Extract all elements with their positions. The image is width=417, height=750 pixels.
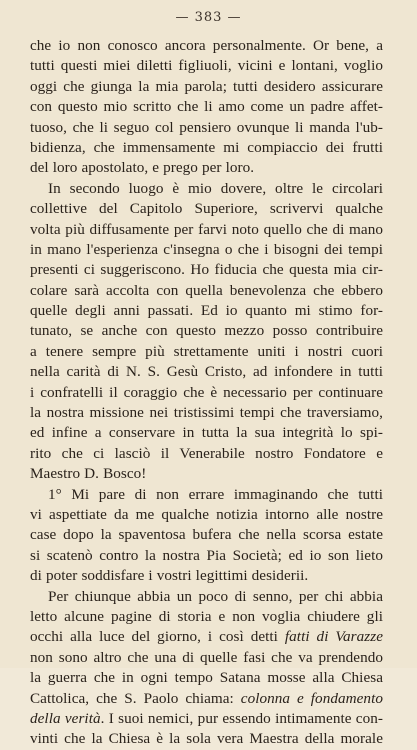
text-line: di poter soddisfare i vostri legittimi desiderii. bbox=[30, 567, 309, 585]
body-text bbox=[30, 36, 383, 750]
text-line: del loro apostolato, e prego per loro. bbox=[30, 159, 255, 177]
text-segment: occhi alla luce del giorno, i così detti bbox=[30, 628, 285, 646]
text-line: volta più diffusamente per farvi noto quello che di mano bbox=[30, 220, 383, 238]
text-line: presenti ci suggeriscono. Ho fiducia che questa mia cir- bbox=[30, 261, 383, 279]
text-line: a tenere sempre più strettamente uniti i nostri cuori bbox=[30, 342, 383, 360]
text-line: tunato, se anche con questo mezzo posso contribuire bbox=[30, 322, 383, 340]
text-line: vi aspettiate da me qualche notizia intorno alle nostre bbox=[30, 505, 383, 523]
text-line: tutti questi miei diletti figliuoli, vicini e lontani, voglio bbox=[30, 57, 383, 75]
text-line: In secondo luogo è mio dovere, oltre le circolari bbox=[48, 179, 383, 197]
italic-phrase: fatti di Varazze bbox=[284, 628, 383, 646]
text-line: si scatenò contro la nostra Pia Società; ed io son lieto bbox=[30, 546, 383, 564]
page-number: — 383 — bbox=[175, 10, 242, 25]
text-line: la nostra missione nei tristissimi tempi che traversiamo, bbox=[30, 404, 383, 422]
text-line: case dopo la spaventosa bufera che nella scorsa estate bbox=[30, 526, 383, 544]
text-line: in mano l'esperienza c'insegna o che i bisogni dei tempi bbox=[30, 240, 383, 258]
text-line bbox=[30, 627, 383, 647]
text-line: la guerra che in ogni tempo Satana mosse alla Chiesa bbox=[30, 669, 383, 687]
italic-phrase: della verità bbox=[30, 709, 101, 727]
text-line bbox=[30, 689, 383, 709]
text-line: non sono altro che una di quelle fasi che va prendendo bbox=[30, 648, 383, 666]
text-line: con questo mio scritto che li amo come un padre affet- bbox=[30, 98, 383, 116]
text-line: i confratelli il coraggio che è necessario per continuare bbox=[30, 383, 383, 401]
text-line: ed infine a conservare in tutta la sua integrità lo spi- bbox=[30, 424, 383, 442]
text-line: bidienza, che immensamente mi compiaccio dei frutti bbox=[30, 138, 383, 156]
italic-phrase: colonna e fondamento bbox=[240, 689, 383, 707]
text-line: nella carità di N. S. Gesù Cristo, ad infondere in tutti bbox=[30, 363, 383, 381]
text-line: Maestro D. Bosco! bbox=[30, 465, 147, 483]
text-line: letto alcune pagine di storia e non voglia chiudere gli bbox=[30, 607, 383, 625]
text-line: oggi che giunga la mia parola; tutti desidero assicurare bbox=[30, 77, 383, 95]
text-line: 1° Mi pare di non errare immaginando che tutti bbox=[48, 485, 383, 503]
text-line bbox=[30, 709, 383, 729]
text-line: tuoso, che li seguo col pensiero ovunque li manda l'ub- bbox=[30, 118, 383, 136]
text-segment: . I suoi nemici, pur essendo intimamente con- bbox=[100, 709, 383, 727]
text-segment: Cattolica, che S. Paolo chiama: bbox=[30, 689, 241, 707]
text-line: quelle degli anni passati. Ed io quanto mi stimo for- bbox=[30, 302, 383, 320]
text-line: rito che ci lasciò il Venerabile nostro Fondatore e bbox=[30, 444, 383, 462]
text-line: colare sarà accolta con quella benevolenza che ebbero bbox=[30, 281, 383, 299]
text-line: che io non conosco ancora personalmente. Or bene, a bbox=[30, 37, 383, 54]
text-line: Per chiunque abbia un poco di senno, per chi abbia bbox=[48, 587, 383, 605]
text-line: collettive del Capitolo Superiore, scrivervi qualche bbox=[30, 200, 383, 218]
text-line: vinti che la Chiesa è la sola vera Maestra della morale bbox=[30, 730, 383, 748]
